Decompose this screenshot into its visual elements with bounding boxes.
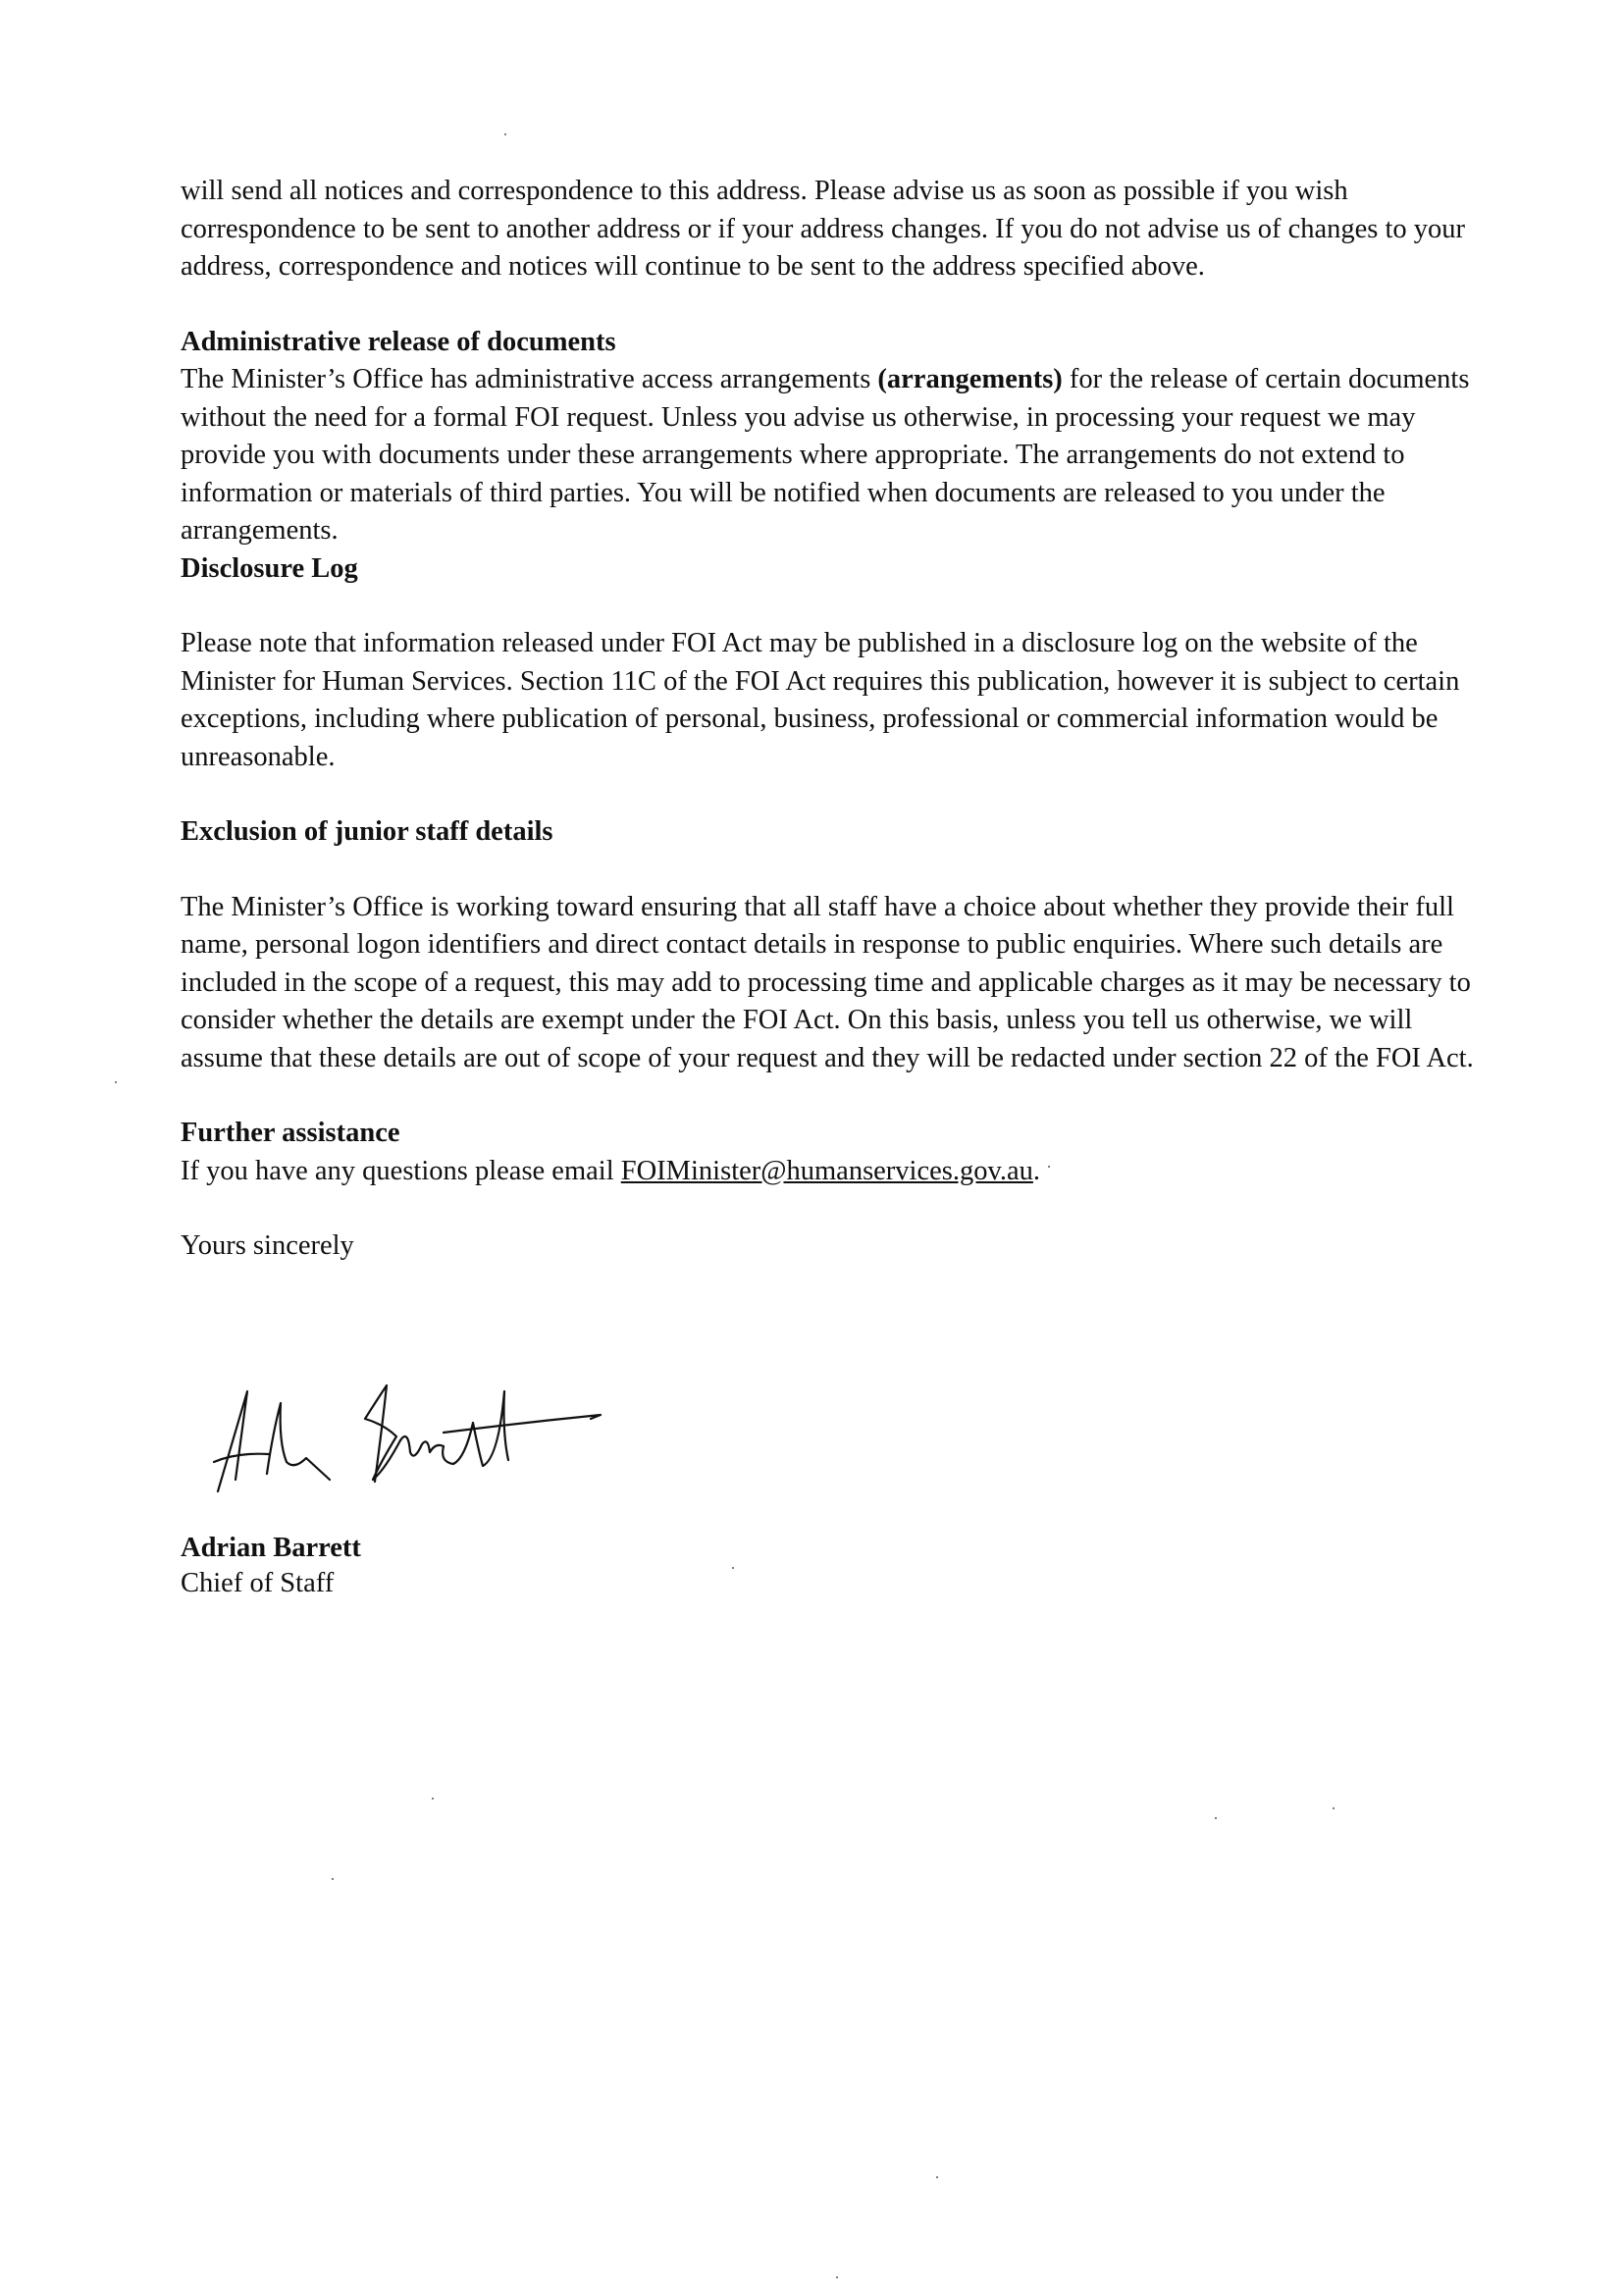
administrative-release-paragraph <box>181 361 1476 550</box>
signer-block <box>181 1531 361 1601</box>
signer-title: Chief of Staff <box>181 1568 335 1598</box>
handwritten-signature-icon <box>208 1364 620 1511</box>
assist-text: If you have any questions please email <box>181 1155 621 1186</box>
heading-exclusion-junior-staff: Exclusion of junior staff details <box>181 816 553 847</box>
assist-period: . <box>1032 1155 1041 1186</box>
scan-speck <box>115 1081 117 1083</box>
scan-speck <box>432 1798 434 1800</box>
further-assistance-paragraph <box>181 1153 1476 1191</box>
heading-further-assistance: Further assistance <box>181 1118 400 1148</box>
scan-speck <box>1215 1817 1217 1819</box>
scan-speck <box>732 1567 734 1569</box>
scan-speck <box>504 133 506 135</box>
admin-text-1: The Minister’s Office has administrative access arrangements <box>181 364 878 394</box>
closing-salutation: Yours sincerely <box>181 1230 354 1261</box>
scan-speck <box>332 1878 334 1880</box>
letter-body <box>181 173 1476 1266</box>
exclusion-junior-staff-paragraph: The Minister’s Office is working toward ensuring that all staff have a choice about whether they provide their full name, personal logon identifiers and direct contact details in response to public enquiries. Where such details are included in the scope of a request, this may add to processing time and applicable charges as it may be necessary to consider whether the details are exempt under the FOI Act. On this basis, unless you tell us otherwise, we will assume that these details are out of scope of your request and they will be redacted under section 22 of the FOI Act. <box>181 891 1474 1073</box>
heading-disclosure-log: Disclosure Log <box>181 552 358 584</box>
scan-speck <box>1048 1166 1050 1168</box>
email-link[interactable]: FOIMinister@humanservices.gov.au <box>620 1155 1033 1186</box>
signer-name: Adrian Barrett <box>181 1533 361 1563</box>
scan-speck <box>836 2276 838 2278</box>
scan-speck <box>936 2176 938 2178</box>
disclosure-log-paragraph: Please note that information released under FOI Act may be published in a disclosure log on the website of the Minister for Human Services. Section 11C of the FOI Act requires this publication, however it is subject to certain exceptions, including where publication of personal, business, professional or commercial information would be unreasonable. <box>181 628 1460 772</box>
scan-speck <box>1333 1807 1335 1809</box>
opening-paragraph: will send all notices and correspondence to this address. Please advise us as soon as possible if you wish correspondence to be sent to another address or if your address changes. If you do not advise us of changes to your address, correspondence and notices will continue to be sent to the address specified above. <box>181 176 1466 282</box>
heading-administrative-release: Administrative release of documents <box>181 326 616 357</box>
arrangements-term: (arrangements) <box>877 364 1063 394</box>
admin-text-2: for the release of certain documents without the need for a formal FOI request. Unless you advise us otherwise, in processing your request we may provide you with documents under these arrangements where appropriate. The arrangements do not extend to information or materials of third parties. You will be notified when documents are released to you under the arrangements. <box>181 364 1470 546</box>
